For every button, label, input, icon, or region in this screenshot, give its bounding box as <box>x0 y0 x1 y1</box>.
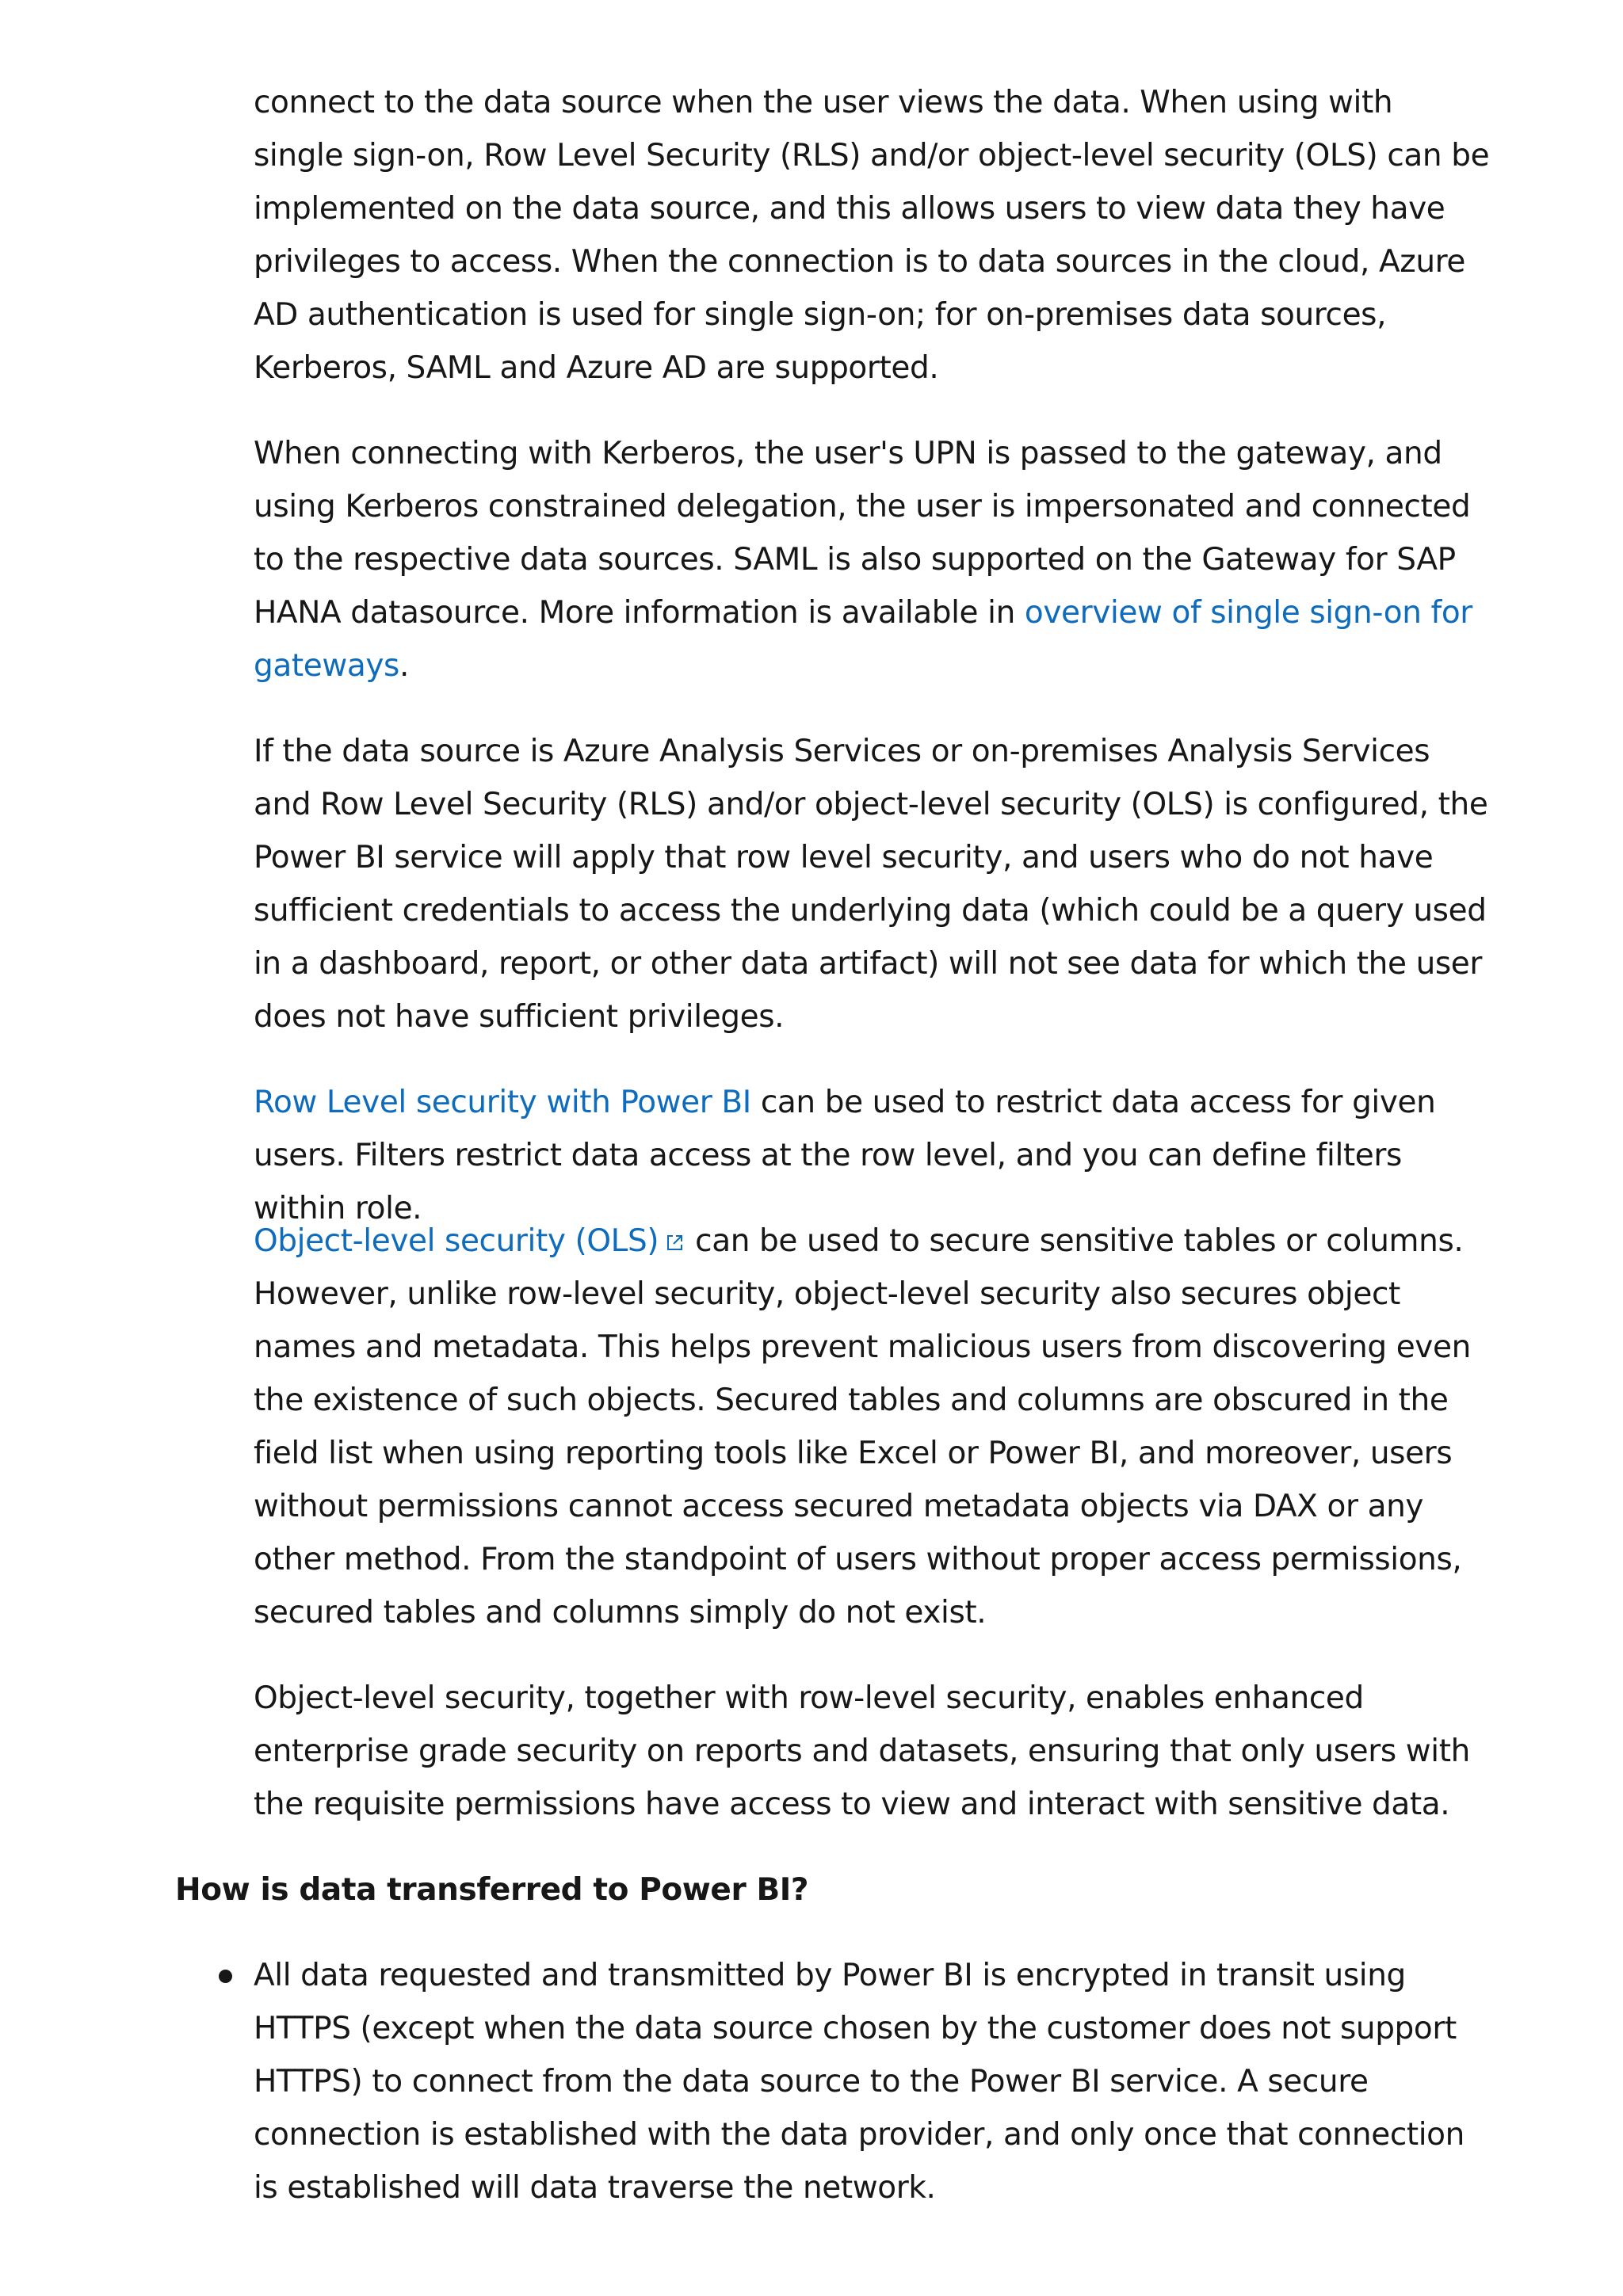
list-item <box>254 1949 1490 2214</box>
paragraph-kerberos-text: When connecting with Kerberos, the user's UPN is passed to the gateway, and using Kerberos constrained delegation, the user is impersonated and connected to the respective data sources. SAML is also supported on the Gateway for SAP HANA datasource. More information is available in <box>254 436 1471 631</box>
paragraph-sso-overview: connect to the data source when the user views the data. When using with single sign-on, Row Level Security (RLS) and/or object-level security (OLS) can be implemented on the data source, and this allows users to view data they have privileges to access. When the connection is to data sources in the cloud, Azure AD authentication is used for single sign-on; for on-premises data sources, Kerberos, SAML and Azure AD are supported. <box>254 85 1490 386</box>
section-heading-data-transfer: How is data transferred to Power BI? <box>175 1872 809 1908</box>
paragraph-ols <box>254 1215 1490 1639</box>
paragraph-rls <box>254 1076 1490 1226</box>
rls-power-bi-link[interactable]: Row Level security with Power BI <box>254 1085 751 1120</box>
paragraph-kerberos <box>254 427 1490 692</box>
list-item-text: All data requested and transmitted by Power BI is encrypted in transit using HTTPS (except when the data source chosen by the customer does not support HTTPS) to connect from the data source to the Power BI service. A secure connection is established with the data provider, and only once that connection is established will data traverse the network. <box>254 1958 1465 2206</box>
data-transfer-list <box>175 1949 1475 2214</box>
paragraph-ols-rls-combined: Object-level security, together with row-level security, enables enhanced enterprise grade security on reports and datasets, ensuring that only users with the requisite permissions have access to view and interact with sensitive data. <box>254 1680 1470 1822</box>
ols-link[interactable] <box>254 1223 695 1259</box>
paragraph-analysis-services: If the data source is Azure Analysis Services or on-premises Analysis Services and Row Level Security (RLS) and/or object-level security (OLS) is configured, the Power BI service will apply that row level security, and users who do not have sufficient credentials to access the underlying data (which could be a query used in a dashboard, report, or other data artifact) will not see data for which the user does not have sufficient privileges. <box>254 734 1488 1035</box>
article-content <box>175 76 1490 2214</box>
paragraph-rls-text: can be used to restrict data access for given users. Filters restrict data access at the row level, and you can define filters within role. <box>254 1085 1436 1226</box>
external-link-icon <box>665 1234 684 1253</box>
ols-link-text: Object-level security (OLS) <box>254 1223 659 1259</box>
paragraph-ols-text: can be used to secure sensitive tables or columns. However, unlike row-level security, object-level security also secures object names and metadata. This helps prevent malicious users from discovering even the existence of such objects. Secured tables and columns are obscured in the field list when using reporting tools like Excel or Power BI, and moreover, users without permissions cannot access secured metadata objects via DAX or any other method. From the standpoint of users without proper access permissions, secured tables and columns simply do not exist. <box>254 1223 1471 1630</box>
paragraph-kerberos-end: . <box>399 648 409 684</box>
bullet-icon <box>219 1970 232 1983</box>
sso-gateways-link[interactable]: overview of single sign-on for gateways <box>254 595 1472 684</box>
